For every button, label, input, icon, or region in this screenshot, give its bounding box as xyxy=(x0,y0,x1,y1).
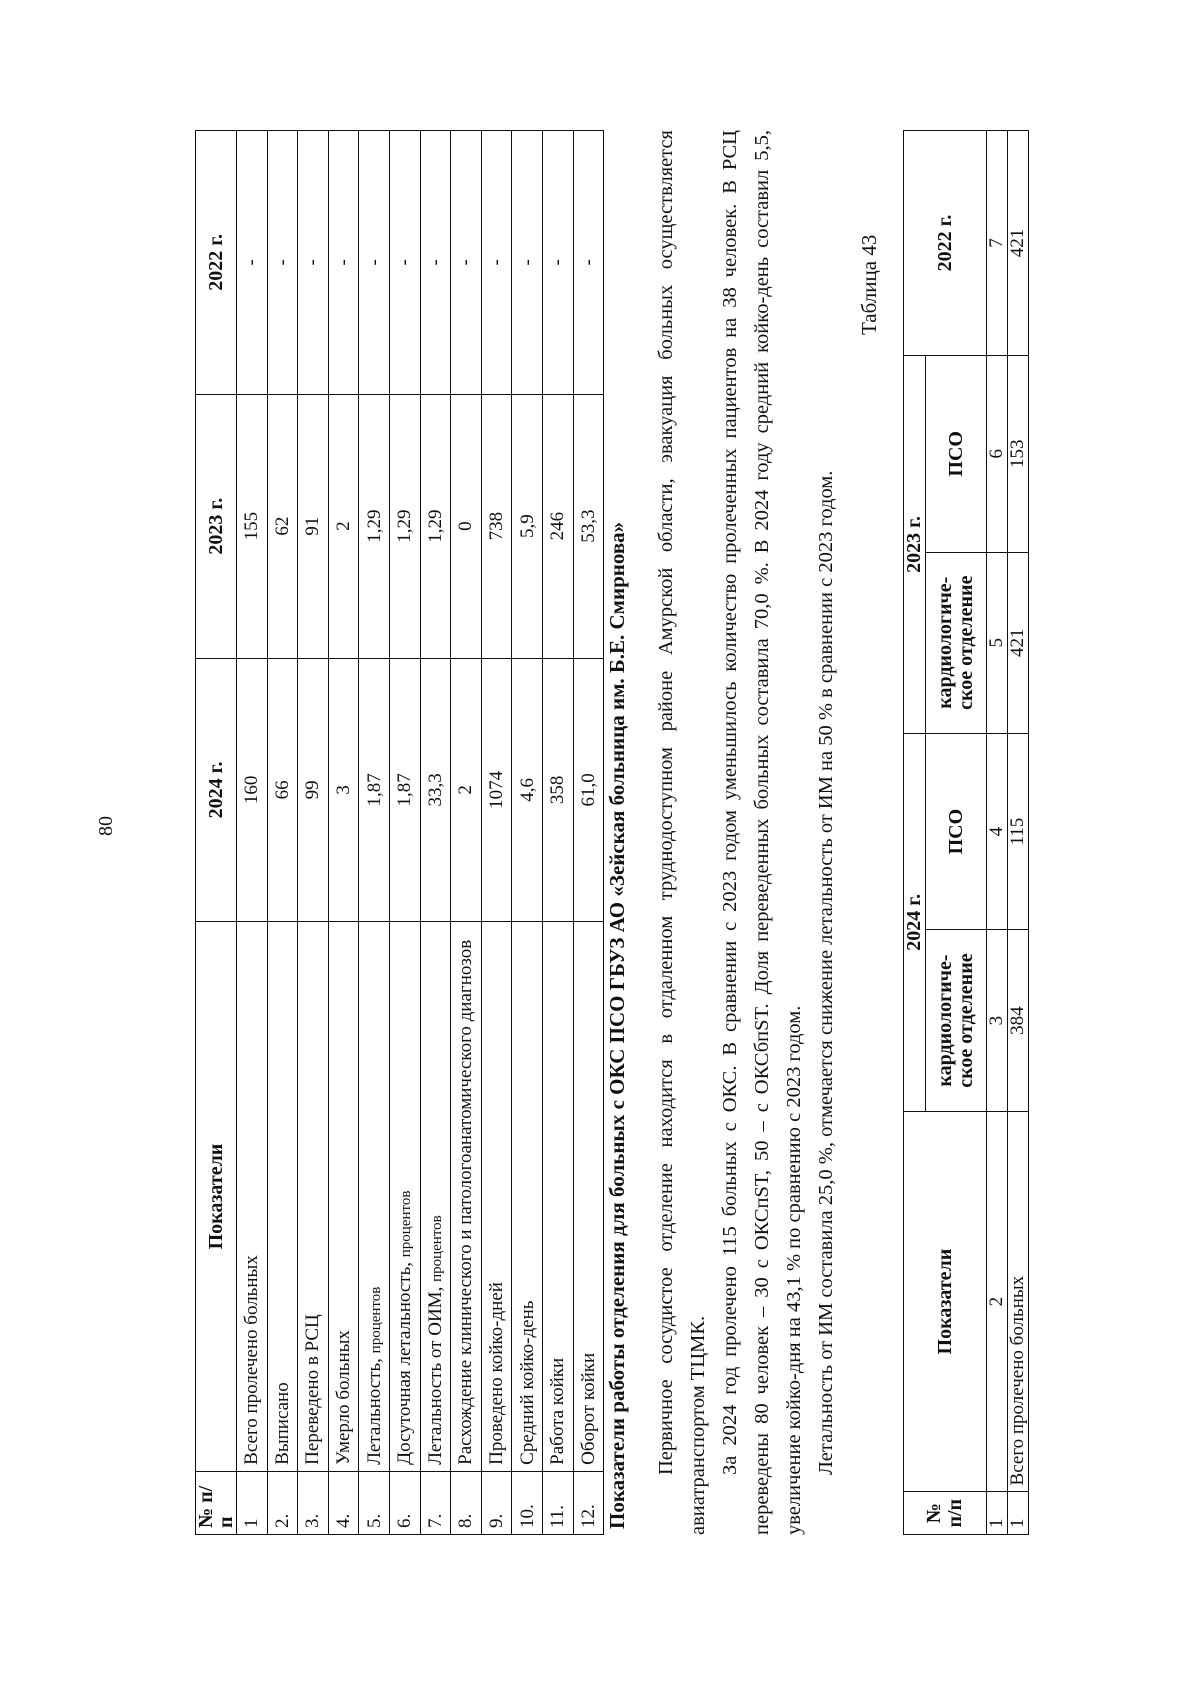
paragraph-3-text: Летальность от ИМ составила 25,0 %, отмечается снижение летальность от ИМ на 50 % в сравнении с 2023 годом. xyxy=(815,470,837,1475)
row-label: Работа койки xyxy=(542,922,573,1472)
cell-2022: - xyxy=(328,131,359,395)
cell-2022: - xyxy=(237,131,268,395)
index-cell: 2 xyxy=(987,1111,1008,1492)
table-row xyxy=(237,131,268,1535)
col-2023-header: 2023 г. xyxy=(904,356,926,734)
cell-2022: - xyxy=(542,131,573,395)
table-row xyxy=(512,131,543,1535)
row-num: 6. xyxy=(389,1471,420,1534)
cell-2023: 1,29 xyxy=(359,394,390,658)
cell-2024: 61,0 xyxy=(573,658,604,922)
cell-2023: 0 xyxy=(451,394,482,658)
cell-cardio-2023: 421 xyxy=(1007,552,1028,733)
cell-2022: - xyxy=(267,131,298,395)
cell-2024: 99 xyxy=(298,658,329,922)
row-num: 8. xyxy=(451,1471,482,1534)
row-num: 2. xyxy=(267,1471,298,1534)
col-num-header: № п/п xyxy=(904,1492,987,1535)
row-num: 5. xyxy=(359,1471,390,1534)
col-2022-header: 2022 г. xyxy=(196,131,237,395)
paragraph-1-text: Первичное сосудистое отделение находится в отдаленном труднодоступном районе Амурской области, эвакуация больных осуществляется авиатранспортом ТЦМК. xyxy=(655,130,709,1535)
col-2024-header: 2024 г. xyxy=(196,658,237,922)
cell-2022: - xyxy=(298,131,329,395)
row-label xyxy=(389,922,420,1472)
row-label: Всего пролечено больных xyxy=(1007,1111,1028,1492)
col-indicator-header: Показатели xyxy=(904,1111,987,1492)
table-row xyxy=(328,131,359,1535)
row-num: 7. xyxy=(420,1471,451,1534)
patients-table xyxy=(903,130,1029,1535)
row-num: 1 xyxy=(237,1471,268,1534)
sub-cardio-2023: кардиологиче-ское отделение xyxy=(926,552,987,733)
cell-2024: 66 xyxy=(267,658,298,922)
row-label-text: Летальность, xyxy=(363,1358,385,1465)
cell-2024: 3 xyxy=(328,658,359,922)
cell-2022: 421 xyxy=(1007,131,1028,356)
table-row xyxy=(267,131,298,1535)
row-num: 3. xyxy=(298,1471,329,1534)
rotated-content xyxy=(195,115,1028,1535)
table-row xyxy=(420,131,451,1535)
cell-2022: - xyxy=(481,131,512,395)
cell-2022: - xyxy=(573,131,604,395)
sub-cardio-2024: кардиологиче-ское отделение xyxy=(926,930,987,1111)
cell-2023: 5,9 xyxy=(512,394,543,658)
table-row xyxy=(542,131,573,1535)
row-label: Средний койко-день xyxy=(512,922,543,1472)
cell-2024: 160 xyxy=(237,658,268,922)
table-header-row xyxy=(196,131,237,1535)
paragraph-3 xyxy=(810,130,842,1535)
row-label-text: Досуточная летальность, xyxy=(394,1262,416,1465)
row-label-unit: процентов xyxy=(428,1215,445,1282)
cell-2024: 4,6 xyxy=(512,658,543,922)
cell-2024: 358 xyxy=(542,658,573,922)
row-num: 12. xyxy=(573,1471,604,1534)
cell-2023: 738 xyxy=(481,394,512,658)
table-header-row xyxy=(904,131,926,1535)
cell-2023: 155 xyxy=(237,394,268,658)
row-label: Переведено в РСЦ xyxy=(298,922,329,1472)
cell-2022: - xyxy=(451,131,482,395)
col-2024-header: 2024 г. xyxy=(904,733,926,1111)
index-cell: 7 xyxy=(987,131,1008,356)
cell-2023: 53,3 xyxy=(573,394,604,658)
table-row xyxy=(298,131,329,1535)
cell-2024: 1,87 xyxy=(389,658,420,922)
table-row xyxy=(1007,131,1028,1535)
row-label-unit: процентов xyxy=(367,1286,384,1354)
section-title xyxy=(605,115,630,1535)
table-row xyxy=(451,131,482,1535)
row-num: 1 xyxy=(1007,1492,1028,1535)
cell-2022: - xyxy=(389,131,420,395)
cell-2022: - xyxy=(420,131,451,395)
index-cell: 5 xyxy=(987,552,1008,733)
row-label: Всего пролечено больных xyxy=(237,922,268,1472)
row-label xyxy=(359,922,390,1472)
table-row xyxy=(359,131,390,1535)
table-row xyxy=(389,131,420,1535)
row-num: 9. xyxy=(481,1471,512,1534)
row-label: Выписано xyxy=(267,922,298,1472)
row-num: 4. xyxy=(328,1471,359,1534)
cell-cardio-2024: 384 xyxy=(1007,930,1028,1111)
col-2023-header: 2023 г. xyxy=(196,394,237,658)
cell-2022: - xyxy=(359,131,390,395)
paragraph-1 xyxy=(650,130,714,1535)
cell-2023: 91 xyxy=(298,394,329,658)
cell-2023: 246 xyxy=(542,394,573,658)
col-indicator-header: Показатели xyxy=(196,922,237,1472)
row-num: 11. xyxy=(542,1471,573,1534)
table-row xyxy=(481,131,512,1535)
index-cell: 4 xyxy=(987,733,1008,930)
cell-2022: - xyxy=(512,131,543,395)
paragraph-2 xyxy=(714,130,810,1535)
cell-pso-2023: 153 xyxy=(1007,356,1028,553)
row-label: Расхождение клинического и патологоанатомического диагнозов xyxy=(451,922,482,1472)
index-cell: 6 xyxy=(987,356,1008,553)
cell-2023: 62 xyxy=(267,394,298,658)
sub-pso-2023: ПСО xyxy=(926,356,987,553)
cell-2023: 2 xyxy=(328,394,359,658)
cell-2024: 1074 xyxy=(481,658,512,922)
row-label: Проведено койко-дней xyxy=(481,922,512,1472)
row-num: 10. xyxy=(512,1471,543,1534)
section-title-text: Показатели работы отделения для больных с ОКС ПСО ГБУЗ АО «Зейская больница им. Б.Е. Смирнова» xyxy=(605,521,629,1529)
row-label-text: Летальность от ОИМ, xyxy=(424,1286,446,1465)
row-label: Умерло больных xyxy=(328,922,359,1472)
sub-pso-2024: ПСО xyxy=(926,733,987,930)
cell-2024: 2 xyxy=(451,658,482,922)
cell-2023: 1,29 xyxy=(420,394,451,658)
cell-pso-2024: 115 xyxy=(1007,733,1028,930)
index-cell: 3 xyxy=(987,930,1008,1111)
paragraph-2-text: За 2024 год пролечено 115 больных с ОКС. В сравнении с 2023 годом уменьшилось количество пролеченных пациентов на 38 человек. В РСЦ переведены 80 человек – 30 с ОКСпST, 50 – с ОКСбпST. Доля переведенных больных составила 70,0 %. В 2024 году средний койко-день составил 5,5, увеличение койко-дня на 43,1 % по сравнению с 2023 годом. xyxy=(719,130,805,1535)
row-label: Оборот койки xyxy=(573,922,604,1472)
table-row xyxy=(573,131,604,1535)
cell-2024: 1,87 xyxy=(359,658,390,922)
table-label: Таблица 43 xyxy=(857,234,881,335)
row-label xyxy=(420,922,451,1472)
cell-2023: 1,29 xyxy=(389,394,420,658)
cell-2024: 33,3 xyxy=(420,658,451,922)
table-index-row xyxy=(987,131,1008,1535)
index-cell: 1 xyxy=(987,1492,1008,1535)
row-label-unit: процентов xyxy=(398,1190,415,1258)
indicators-table xyxy=(195,130,604,1535)
page-number: 80 xyxy=(95,816,117,836)
col-num-header: № п/п xyxy=(196,1471,237,1534)
col-2022-header: 2022 г. xyxy=(904,131,987,356)
